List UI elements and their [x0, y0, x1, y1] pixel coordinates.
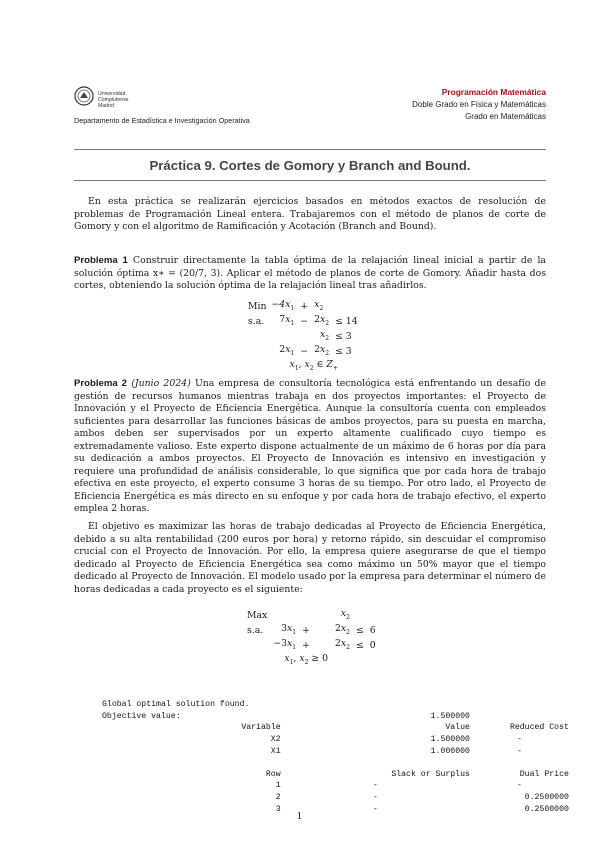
var-header-rc: Reduced Cost	[509, 723, 569, 733]
problem-2-date: (Junio 2024)	[131, 378, 191, 389]
model-2-max: Max	[247, 609, 268, 621]
logo-line-3: Madrid	[98, 103, 114, 109]
row-slack: -	[372, 781, 378, 791]
model-1-min: Min	[248, 300, 267, 312]
problem-2-text: Una empresa de consultoría tecnológica está enfrentando un desafío de gestión de recursos humanos mientras trabaja en dos proyectos importantes: el Proyecto de Innovación y el Proyecto de Eficiencia Energética. Aunque la consultoría cuenta con empleados suficientes para desarrollar las funciones básicas de ambos proyectos, para su puesta en marcha, ambos deben ser supervisados por un experto altamente cualificado cuyo tiempo es extremadamente valioso. Este experto dispone actualmente de un máximo de 6 horas por día para su dedicación a ambos proyectos. El Proyecto de Innovación es intensivo en investigación y requiere una profundidad de análisis considerable, lo que significa que por cada hora de trabajo efectiva en este proyecto, el experto consume 3 horas de su tiempo. Por otro lado, el Proyecto de Eficiencia Energética es más directo en su enfoque y por cada hora de trabajo efectivo, el experto emplea 2 horas.	[74, 378, 546, 514]
solver-status: Global optimal solution found.	[102, 700, 250, 710]
var-value: 1.500000	[430, 734, 470, 744]
problem-2-label: Problema 2	[74, 378, 128, 389]
title-rule-bottom	[74, 180, 546, 181]
seal-icon	[74, 86, 94, 106]
row-slack: -	[372, 804, 378, 814]
model-2-sa: s.a.	[247, 624, 264, 636]
var-value: 1.000000	[430, 746, 470, 756]
degree-line-2: Grado en Matemáticas	[465, 112, 546, 121]
course-info	[412, 86, 546, 124]
model-2: Max $x_2$ s.a. $3x_1$ + $2x_2$ ≤ 6 $-3x_1$ + $2x_2$ ≤ 0 $x_1$, $x_2 \ge 0$	[244, 608, 379, 668]
page-header	[74, 86, 546, 132]
row-header-dual: Dual Price	[519, 769, 569, 779]
var-name: X2	[270, 734, 281, 744]
var-rc: -	[516, 746, 522, 756]
table-row	[102, 780, 569, 792]
university-logo	[74, 86, 154, 112]
row-index: 3	[275, 804, 281, 814]
department-name: Departamento de Estadística e Investigación Operativa	[74, 116, 250, 125]
table-row	[102, 734, 569, 746]
var-rc: -	[516, 734, 522, 744]
problem-1	[74, 255, 546, 293]
var-name: X1	[270, 746, 281, 756]
solver-output	[102, 676, 569, 827]
row-index: 2	[275, 792, 281, 802]
degree-line-1: Doble Grado en Física y Matemáticas	[412, 99, 546, 109]
var-header-variable: Variable	[241, 723, 281, 733]
row-header-slack: Slack or Surplus	[391, 769, 470, 779]
objective-label: Objective value:	[102, 711, 181, 721]
row-dual: 0.2500000	[524, 792, 569, 802]
logo-line-2: Complutense	[98, 97, 129, 103]
table-row	[102, 746, 569, 758]
model-1: Min $-4x_1$ + $x_2$ s.a. $7x_1$ − $2x_2$ ≤ 14 $x_2$ ≤ 3 $2x_1$ − $2x_2$ ≤ 3 $x_1$, $x_2$ ∈ $Z_+$	[245, 299, 361, 374]
row-slack: -	[372, 792, 378, 802]
objective-value: 1.500000	[430, 711, 470, 721]
problem-1-label: Problema 1	[74, 255, 128, 266]
intro-paragraph: En esta práctica se realizarán ejercicios basados en métodos exactos de resolución de problemas de Programación Lineal entera. Trabajaremos con el método de planos de corte de Gomory y con el algoritmo de Ramificación y Acotación (Branch and Bound).	[74, 196, 546, 232]
logo-line-1: Universidad	[98, 91, 126, 97]
course-title: Programación Matemática	[441, 87, 546, 97]
row-header-row: Row	[265, 769, 281, 779]
var-header-value: Value	[445, 723, 470, 733]
problem-1-text: Construir directamente la tabla óptima de la relajación lineal inicial a partir de la solución óptima x∗ = (20/7, 3). Aplicar el método de planos de corte de Gomory. Añadir hasta dos cortes, obteniendo la solución óptima de la relajación lineal tras añadirlos.	[74, 255, 546, 291]
row-dual: 0.2500000	[524, 804, 569, 814]
row-dual: -	[516, 781, 522, 791]
model-1-sa: s.a.	[248, 315, 265, 327]
row-index: 1	[275, 781, 281, 791]
page-number: 1	[296, 812, 303, 822]
problem-2-objective: El objetivo es maximizar las horas de trabajo dedicadas al Proyecto de Eficiencia Energética, debido a su alta rentabilidad (200 euros por hora) y retorno rápido, sin descuidar el compromiso crucial con el Proyecto de Innovación. Por ello, la empresa quiere asegurarse de que el tiempo dedicado al Proyecto de Eficiencia Energética sea como máximo un 50% mayor que el tiempo dedicado al Proyecto de Innovación. El modelo usado por la empresa para determinar el número de horas dedicadas a cada proyecto es el siguiente:	[74, 521, 546, 595]
page-title: Práctica 9. Cortes de Gomory y Branch and Bound.	[149, 158, 471, 173]
title-rule-top	[74, 149, 546, 150]
problem-2	[74, 378, 546, 516]
table-row	[102, 792, 569, 804]
